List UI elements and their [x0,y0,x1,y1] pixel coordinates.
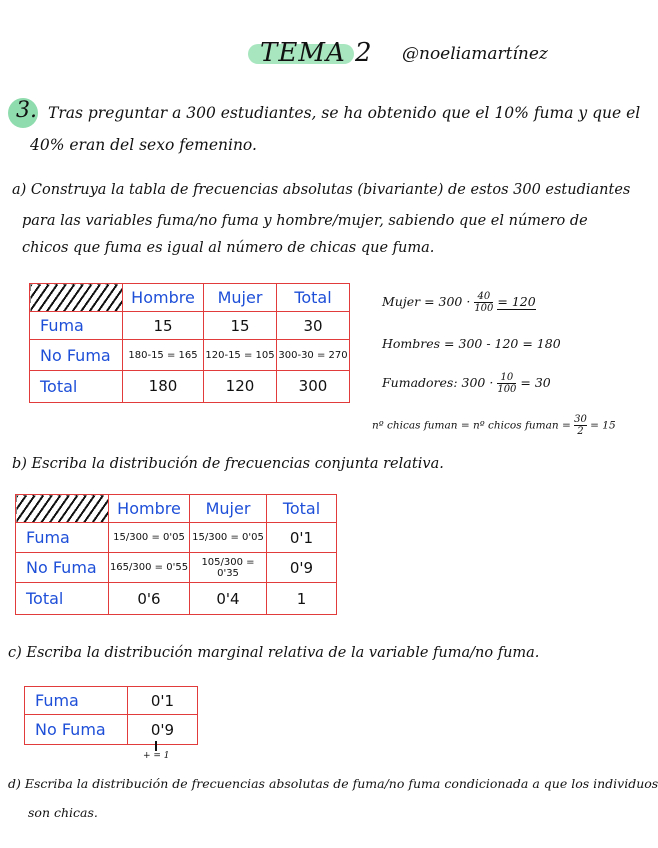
note-chicas-lhs: nº chicas fuman = nº chicos fuman = [372,419,571,432]
part-c-line-1: c) Escriba la distribución marginal relativa de la variable fuma/no fuma. [8,645,540,661]
part-a-line-2: para las variables fuma/no fuma y hombre/mujer, sabiendo que el número de [22,213,588,229]
row-label-fuma: Fuma [25,687,128,715]
note-chicas [372,414,616,437]
note-chicas-fraction [574,414,587,437]
note-mujer-lhs: Mujer = 300 · [382,294,471,309]
note-chicas-result: = 15 [590,419,616,432]
cell-fuma-total: 30 [277,312,350,340]
row-label-no-fuma: No Fuma [30,340,123,370]
cell-nofuma-total: 300-30 = 270 [277,340,350,370]
note-fum-fraction [497,372,516,395]
cell-total-total: 300 [277,370,350,402]
row-label-fuma: Fuma [16,523,109,553]
part-d-line-1: d) Escriba la distribución de frecuencias absolutas de fuma/no fuma condicionada a que los individuos [8,776,658,791]
row-label-no-fuma: No Fuma [16,553,109,583]
hatched-corner-cell [16,495,109,523]
cell-total-total: 1 [267,583,337,615]
cell-nofuma-mujer: 120-15 = 105 [204,340,277,370]
note-chicas-num: 30 [574,414,587,425]
page-title: TEMA 2 [260,38,373,68]
cell-nofuma-mujer: 105/300 = 0'35 [190,553,267,583]
author-handle: @noeliamartínez [402,44,548,64]
cell-total-hombre: 180 [123,370,204,402]
note-mujer-num: 40 [474,291,493,303]
note-mujer-result: = 120 [497,294,536,309]
cell-fuma-value: 0'1 [128,687,198,715]
row-label-fuma: Fuma [30,312,123,340]
marginal-distribution-table [24,686,198,745]
cell-fuma-mujer: 15/300 = 0'05 [190,523,267,553]
part-a-line-3: chicos que fuma es igual al número de chicas que fuma. [22,240,435,256]
note-fumadores [382,372,551,395]
note-fum-result: = 30 [520,375,551,390]
header-hombre: Hombre [123,284,204,312]
note-fum-lhs: Fumadores: 300 · [382,375,494,390]
header-total: Total [267,495,337,523]
part-d-line-2: son chicas. [28,805,98,820]
cell-fuma-total: 0'1 [267,523,337,553]
note-mujer-fraction [474,291,493,314]
cell-fuma-hombre: 15 [123,312,204,340]
cell-nofuma-value: 0'9 [128,715,198,745]
relative-frequency-table [15,494,337,615]
header-total: Total [277,284,350,312]
cell-nofuma-hombre: 180-15 = 165 [123,340,204,370]
note-mujer-den: 100 [474,303,494,314]
question-line-1: Tras preguntar a 300 estudiantes, se ha obtenido que el 10% fuma y que el [48,104,641,122]
row-label-total: Total [30,370,123,402]
cell-total-mujer: 0'4 [190,583,267,615]
note-fum-den: 100 [497,384,517,395]
absolute-frequency-table [29,283,350,403]
sum-arrow [155,741,157,751]
note-hombres: Hombres = 300 - 120 = 180 [382,336,561,351]
part-b-line-1: b) Escriba la distribución de frecuencias conjunta relativa. [12,456,444,472]
row-label-no-fuma: No Fuma [25,715,128,745]
header-mujer: Mujer [204,284,277,312]
cell-nofuma-hombre: 165/300 = 0'55 [109,553,190,583]
note-chicas-den: 2 [577,426,584,437]
header-hombre: Hombre [109,495,190,523]
part-a-line-1: a) Construya la tabla de frecuencias absolutas (bivariante) de estos 300 estudiantes [12,182,631,198]
row-label-total: Total [16,583,109,615]
note-mujer [382,291,536,314]
question-line-2: 40% eran del sexo femenino. [30,136,257,154]
cell-fuma-mujer: 15 [204,312,277,340]
question-number: 3. [16,98,37,123]
note-fum-num: 10 [497,372,516,384]
cell-nofuma-total: 0'9 [267,553,337,583]
cell-fuma-hombre: 15/300 = 0'05 [109,523,190,553]
sum-note: + = 1 [143,751,170,761]
cell-total-hombre: 0'6 [109,583,190,615]
hatched-corner-cell [30,284,123,312]
cell-total-mujer: 120 [204,370,277,402]
header-mujer: Mujer [190,495,267,523]
